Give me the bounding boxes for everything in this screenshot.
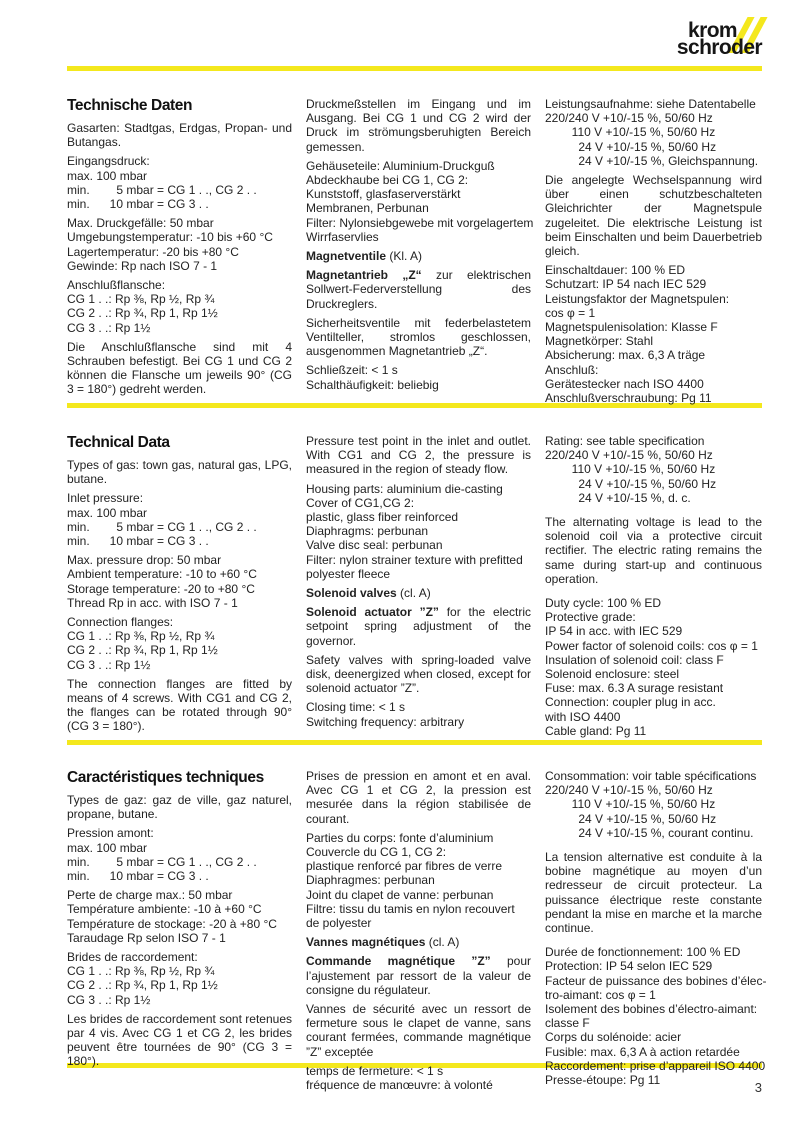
spec-line: plastique renforcé par fibres de verre [306,859,503,874]
spec-line: Gerätestecker nach ISO 4400 [545,376,704,391]
spec-line: Parties du corps: fonte d’aluminium [306,830,494,845]
column-3 [545,434,762,743]
body-text: Pressure test point in the inlet and outlet. With CG1 and CG 2, the pressure is measured in the region of steady flow. [306,434,531,477]
spec-line: Membranen, Perbunan [306,201,429,216]
body-text: zur elektrischen Sollwert-Federverstellung des Druckreglers. [306,268,531,311]
spec-line: Cable gland: Pg 11 [545,723,647,738]
bold-term: Vannes magnétiques [306,935,426,950]
spec-lines [306,482,531,581]
spec-line: Valve disc seal: perbunan [306,538,443,553]
spec-line: Inlet pressure: [67,491,144,506]
bold-term: Commande magnétique ”Z” [306,954,491,969]
body-text: pour l’ajustement par ressort de la valeur de consigne du régulateur. [306,954,531,997]
spec-line: Taraudage Rp selon ISO 7 - 1 [67,930,226,945]
spec-line: 110 V +10/-15 %, 50/60 Hz [545,462,716,477]
spec-lines [306,700,531,728]
spec-line: Storage temperature: -20 to +80 °C [67,581,255,596]
paragraph [306,954,531,997]
page-number: 3 [754,1080,762,1095]
spec-line: Brides de raccordement: [67,950,198,965]
spec-lines [67,553,292,610]
bold-term: Solenoid valves [306,586,397,601]
spec-line: max. 100 mbar [67,168,148,183]
spec-line: Connection: coupler plug in acc. [545,695,716,710]
section-de [67,97,762,410]
spec-line: 24 V +10/-15 %, 50/60 Hz [545,811,717,826]
spec-line: Abdeckhaube bei CG 1, CG 2: [306,173,469,188]
spec-line: Gewinde: Rp nach ISO 7 - 1 [67,258,218,273]
spec-lines [67,950,292,1007]
column-3 [545,97,762,410]
spec-line: Housing parts: aluminium die-casting [306,481,503,496]
spec-line: plastic, glass fiber reinforced [306,510,459,525]
spec-line: fréquence de manœuvre: à volonté [306,1078,493,1093]
logo-text-line1: krom [688,19,737,42]
spec-lines [545,434,762,505]
spec-line: Filter: nylon strainer texture with prefitted [306,552,523,567]
spec-line: min. 5 mbar = CG 1 . ., CG 2 . . [67,182,257,197]
spec-line: Rating: see table specification [545,434,705,448]
paragraph [306,605,531,648]
spec-line: Insulation of solenoid coil: class F [545,652,724,667]
column-1 [67,97,292,410]
spec-line: Schließzeit: < 1 s [306,363,398,378]
spec-lines [306,831,531,930]
spec-lines [67,216,292,273]
spec-line: Anschluß: [545,362,599,377]
spec-lines [306,363,531,391]
spec-line: 24 V +10/-15 %, 50/60 Hz [545,476,717,491]
spec-line: Max. pressure drop: 50 mbar [67,553,222,568]
spec-line: Schalthäufigkeit: beliebig [306,377,439,392]
body-text: (cl. A) [425,935,460,950]
paragraph [306,97,531,154]
spec-line: Solenoid enclosure: steel [545,667,680,682]
spec-line: CG 3 . .: Rp 1½ [67,320,151,335]
spec-line: Gehäuseteile: Aluminium-Druckguß [306,158,495,173]
paragraph [67,121,292,149]
bold-term: Solenoid actuator ”Z” [306,605,439,620]
spec-line: min. 5 mbar = CG 1 . ., CG 2 . . [67,519,257,534]
spec-line: with ISO 4400 [545,709,621,724]
spec-line: Ambient temperature: -10 to +60 °C [67,567,257,582]
spec-line: CG 3 . .: Rp 1½ [67,992,151,1007]
spec-lines [545,263,762,405]
column-1 [67,434,292,743]
bold-term: Magnetantrieb „Z“ [306,268,422,283]
kromschroder-logo [676,19,762,59]
paragraph [545,173,762,258]
section-heading: Caractéristiques techniques [67,769,264,786]
paragraph [306,935,531,949]
spec-line: Température de stockage: -20 à +80 °C [67,916,277,931]
paragraph [306,653,531,696]
spec-line: Température ambiente: -10 à +60 °C [67,902,262,917]
spec-line: classe F [545,1016,590,1031]
spec-line: Magnetkörper: Stahl [545,334,654,349]
spec-lines [545,97,762,168]
spec-line: min. 10 mbar = CG 3 . . [67,534,209,549]
spec-line: Consommation: voir table spécifications [545,769,757,783]
spec-line: min. 10 mbar = CG 3 . . [67,197,209,212]
spec-line: Schutzart: IP 54 nach IEC 529 [545,277,707,292]
paragraph [67,1012,292,1069]
body-text: Prises de pression en amont et en aval. Avec CG 1 et CG 2, la pression est mesurée dans la région stabilisée de courant. [306,769,531,826]
spec-line: Closing time: < 1 s [306,700,406,715]
spec-line: min. 5 mbar = CG 1 . ., CG 2 . . [67,854,257,869]
spec-line: CG 2 . .: Rp ¾, Rp 1, Rp 1½ [67,643,218,658]
spec-line: Diaphragmes: perbunan [306,873,435,888]
spec-line: Couvercle du CG 1, CG 2: [306,845,447,860]
section-en [67,434,762,743]
spec-line: CG 2 . .: Rp ¾, Rp 1, Rp 1½ [67,978,218,993]
body-text: The connection flanges are fitted by means of 4 screws. With CG1 and CG 2, the flanges can be rotated through 90° (CG 3 = 180°). [67,676,292,734]
spec-line: Leistungsfaktor der Magnetspulen: [545,291,730,306]
section-heading: Technical Data [67,434,170,451]
spec-line: Wirrfaservlies [306,229,379,244]
paragraph [545,850,762,935]
spec-line: cos φ = 1 [545,305,596,320]
spec-lines [67,278,292,335]
spec-line: Diaphragms: perbunan [306,524,429,539]
spec-line: Joint du clapet de vanne: perbunan [306,887,494,902]
spec-line: IP 54 in acc. with IEC 529 [545,624,683,639]
spec-lines [67,888,292,945]
body-text: Vannes de sécurité avec un ressort de fermeture sous le clapet de vanne, sans courant fermées, commande magnétique ”Z” exceptée [306,1002,531,1059]
spec-line: 220/240 V +10/-15 %, 50/60 Hz [545,111,713,126]
spec-lines [67,826,292,883]
spec-line: Lagertemperatur: -20 bis +80 °C [67,244,239,259]
body-text: for the electric setpoint spring adjustment of the governor. [306,605,531,648]
spec-line: Cover of CG1,CG 2: [306,495,415,510]
section-heading: Technische Daten [67,97,193,114]
section-fr [67,769,767,1097]
spec-lines [67,154,292,211]
spec-line: 24 V +10/-15 %, 50/60 Hz [545,139,717,154]
body-text: La tension alternative est conduite à la bobine magnétique au moyen d’un redresseur de circuit protecteur. La puissance électrique reste constante pendant la mise en marche et la marche continue. [545,850,762,936]
column-2 [306,434,531,743]
spec-lines [545,945,767,1088]
column-1 [67,769,292,1097]
spec-line: Thread Rp in acc. with ISO 7 - 1 [67,595,238,610]
paragraph [306,1002,531,1059]
column-3 [545,769,767,1097]
body-text: Druckmeßstellen im Eingang und im Ausgang. Bei CG 1 und CG 2 wird der Druck im strömungsberuhigten Bereich gemessen. [306,97,531,154]
bold-term: Magnetventile [306,249,387,264]
spec-line: Power factor of solenoid coils: cos φ = 1 [545,638,758,653]
body-text: Sicherheitsventile mit federbelastetem Ventilteller, stromlos geschlossen, ausgenommen Magnetantrieb „Z“. [306,315,531,359]
spec-line: 24 V +10/-15 %, courant continu. [545,825,754,840]
spec-lines [306,158,534,244]
spec-line: Einschaltdauer: 100 % ED [545,263,686,278]
spec-line: 110 V +10/-15 %, 50/60 Hz [545,797,716,812]
logo-text-line2: schroder [676,36,762,59]
paragraph [67,793,292,821]
spec-line: min. 10 mbar = CG 3 . . [67,869,209,884]
paragraph [306,316,531,359]
paragraph [545,515,762,586]
spec-line: CG 1 . .: Rp ⅜, Rp ½, Rp ¾ [67,629,215,644]
spec-line: Raccordement: prise d’appareil ISO 4400 [545,1058,766,1073]
column-2 [306,769,531,1097]
column-2 [306,97,534,410]
spec-line: CG 1 . .: Rp ⅜, Rp ½, Rp ¾ [67,292,215,307]
spec-line: 24 V +10/-15 %, d. c. [545,490,691,505]
spec-line: polyester fleece [306,566,391,581]
spec-line: 110 V +10/-15 %, 50/60 Hz [545,125,716,140]
spec-line: Eingangsdruck: [67,154,150,169]
paragraph [306,434,531,477]
spec-line: Duty cycle: 100 % ED [545,596,662,611]
paragraph [67,458,292,486]
spec-lines [545,769,762,840]
spec-line: max. 100 mbar [67,505,148,520]
spec-line: 24 V +10/-15 %, Gleichspannung. [545,153,759,168]
spec-line: Connection flanges: [67,615,174,630]
spec-line: Max. Druckgefälle: 50 mbar [67,216,214,231]
paragraph [306,268,531,311]
body-text: Safety valves with spring-loaded valve disk, deenergized when closed, except for solenoid actuator ”Z”. [306,652,531,696]
spec-line: Umgebungstemperatur: -10 bis +60 °C [67,230,273,245]
spec-line: CG 2 . .: Rp ¾, Rp 1, Rp 1½ [67,306,218,321]
spec-line: Pression amont: [67,826,154,841]
spec-lines [67,615,292,672]
spec-line: Presse-étoupe: Pg 11 [545,1073,661,1088]
spec-lines [67,491,292,548]
body-text: Types de gaz: gaz de ville, gaz naturel, propane, butane. [67,793,292,822]
spec-line: Facteur de puissance des bobines d’élec- [545,973,767,988]
paragraph [306,249,531,263]
body-text: Die Anschlußflansche sind mit 4 Schrauben befestigt. Bei CG 1 und CG 2 können die Flansche um jeweils 90° (CG 3 = 180°) gedreht werden. [67,339,292,397]
paragraph [306,769,531,826]
spec-line: Durée de fonctionnement: 100 % ED [545,945,741,960]
spec-line: Leistungsaufnahme: siehe Datentabelle [545,97,756,111]
spec-line: Absicherung: max. 6,3 A träge [545,348,706,363]
spec-line: Anschlußflansche: [67,278,166,293]
spec-line: Switching frequency: arbitrary [306,714,465,729]
body-text: (Kl. A) [386,249,423,264]
spec-line: Filter: Nylonsiebgewebe mit vorgelagertem [306,215,534,230]
body-text: Types of gas: town gas, natural gas, LPG, butane. [67,458,292,487]
spec-line: Protective grade: [545,610,636,625]
spec-line: CG 3 . .: Rp 1½ [67,657,151,672]
spec-line: Anschlußverschraubung: Pg 11 [545,391,712,406]
spec-line: Fusible: max. 6,3 A à action retardée [545,1044,740,1059]
paragraph [67,677,292,734]
spec-line: CG 1 . .: Rp ⅜, Rp ½, Rp ¾ [67,964,215,979]
spec-lines [306,1064,531,1092]
spec-line: Fuse: max. 6.3 A surage resistant [545,681,724,696]
spec-line: Protection: IP 54 selon IEC 529 [545,959,713,974]
body-text: Les brides de raccordement sont retenues par 4 vis. Avec CG 1 et CG 2, les brides peuvent être tournées de 90° (CG 3 = 180°). [67,1011,292,1069]
spec-line: temps de fermeture: < 1 s [306,1063,444,1078]
spec-line: Filtre: tissu du tamis en nylon recouvert [306,901,515,916]
spec-lines [545,596,762,738]
spec-line: Magnetspulenisolation: Klasse F [545,320,718,335]
spec-line: 220/240 V +10/-15 %, 50/60 Hz [545,783,713,798]
body-text: Gasarten: Stadtgas, Erdgas, Propan- und Butangas. [67,121,292,150]
body-text: (cl. A) [396,586,431,601]
spec-line: Isolement des bobines d’électro-aimant: [545,1002,758,1017]
paragraph [306,586,531,600]
body-text: Die angelegte Wechselspannung wird über einen schutzbeschalteten Gleichrichter der Magnetspule zugeleitet. Die elektrische Leistung ist beim Einschalten und beim Dauerbetrieb gleich. [545,173,762,259]
spec-line: Kunststoff, glasfaserverstärkt [306,187,461,202]
spec-line: tro-aimant: cos φ = 1 [545,987,656,1002]
spec-line: 220/240 V +10/-15 %, 50/60 Hz [545,448,713,463]
spec-line: de polyester [306,916,372,931]
paragraph [67,340,292,397]
spec-line: Corps du solénoide: acier [545,1030,682,1045]
spec-line: max. 100 mbar [67,840,148,855]
body-text: The alternating voltage is lead to the solenoid coil via a protective circuit rectifier. The electric rating remains the same during start-up and continuous operation. [545,515,762,586]
spec-line: Perte de charge max.: 50 mbar [67,888,233,903]
